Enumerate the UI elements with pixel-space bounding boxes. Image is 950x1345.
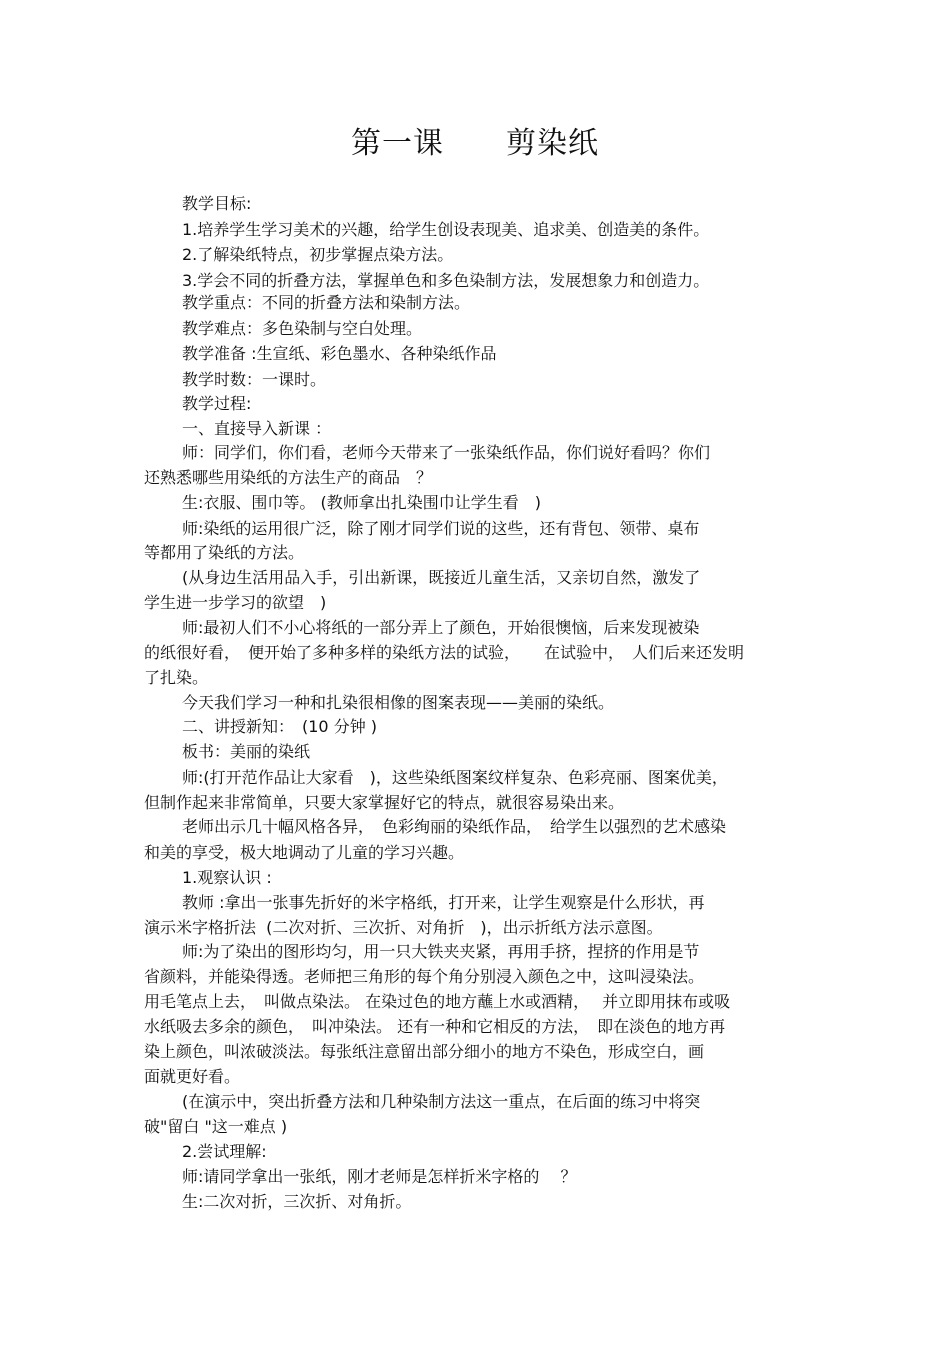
paragraph-line: 师:(打开范作品让大家看 )，这些染纸图案纹样复杂、色彩亮丽、图案优美， <box>182 768 728 787</box>
paragraph-line: 师:请同学拿出一张纸，刚才老师是怎样折米字格的 ？ <box>182 1167 577 1186</box>
paragraph-line: (在演示中，突出折叠方法和几种染制方法这一重点，在后面的练习中将突 <box>182 1092 701 1111</box>
paragraph-line: (从身边生活用品入手，引出新课，既接近儿童生活，又亲切自然，激发了 <box>182 568 701 587</box>
paragraph-line: 水纸吸去多余的颜色， 叫冲染法。 还有一种和它相反的方法， 即在淡色的地方再 <box>144 1017 726 1036</box>
paragraph-line: 教学目标: <box>182 194 252 213</box>
paragraph-line: 师：同学们，你们看，老师今天带来了一张染纸作品，你们说好看吗？你们 <box>182 443 711 462</box>
paragraph-line: 1.培养学生学习美术的兴趣，给学生创设表现美、追求美、创造美的条件。 <box>182 220 710 239</box>
paragraph-line: 教学准备 :生宣纸、彩色墨水、各种染纸作品 <box>182 344 497 363</box>
paragraph-line: 教学难点：多色染制与空白处理。 <box>182 319 423 338</box>
paragraph-line: 用毛笔点上去， 叫做点染法。 在染过色的地方蘸上水或酒精， 并立即用抹布或吸 <box>144 992 731 1011</box>
paragraph-line: 2.尝试理解: <box>182 1142 267 1161</box>
paragraph-line: 但制作起来非常简单，只要大家掌握好它的特点，就很容易染出来。 <box>144 793 625 812</box>
paragraph-line: 2.了解染纸特点，初步掌握点染方法。 <box>182 245 454 264</box>
paragraph-line: 和美的享受，极大地调动了儿童的学习兴趣。 <box>144 843 465 862</box>
paragraph-line: 教学重点：不同的折叠方法和染制方法。 <box>182 293 471 312</box>
paragraph-line: 板书：美丽的染纸 <box>182 742 311 761</box>
document-title: 第一课 剪染纸 <box>351 126 599 161</box>
paragraph-line: 生:二次对折，三次折、对角折。 <box>182 1192 412 1211</box>
paragraph-line: 师:最初人们不小心将纸的一部分弄上了颜色，开始很懊恼，后来发现被染 <box>182 618 700 637</box>
paragraph-line: 面就更好看。 <box>144 1067 241 1086</box>
paragraph-line: 教师 :拿出一张事先折好的米字格纸，打开来，让学生观察是什么形状，再 <box>182 893 705 912</box>
paragraph-line: 今天我们学习一种和扎染很相像的图案表现——美丽的染纸。 <box>182 693 615 712</box>
paragraph-line: 还熟悉哪些用染纸的方法生产的商品 ？ <box>144 468 433 487</box>
paragraph-line: 师:染纸的运用很广泛，除了刚才同学们说的这些，还有背包、领带、桌布 <box>182 519 700 538</box>
paragraph-line: 师:为了染出的图形均匀，用一只大铁夹夹紧，再用手挤，捏挤的作用是节 <box>182 942 700 961</box>
paragraph-line: 等都用了染纸的方法。 <box>144 543 305 562</box>
paragraph-line: 染上颜色，叫浓破淡法。每张纸注意留出部分细小的地方不染色，形成空白，画 <box>144 1042 705 1061</box>
paragraph-line: 3.学会不同的折叠方法，掌握单色和多色染制方法，发展想象力和创造力。 <box>182 271 710 290</box>
paragraph-line: 生:衣服、围巾等。 (教师拿出扎染围巾让学生看 ) <box>182 493 541 512</box>
paragraph-line: 省颜料，并能染得透。老师把三角形的每个角分别浸入颜色之中，这叫浸染法。 <box>144 967 705 986</box>
paragraph-line: 教学过程: <box>182 394 252 413</box>
paragraph-line: 演示米字格折法 (二次对折、三次折、对角折 )，出示折纸方法示意图。 <box>144 918 663 937</box>
paragraph-line: 二、讲授新知： (10 分钟 ) <box>182 717 378 736</box>
paragraph-line: 一、直接导入新课 ： <box>182 419 332 438</box>
paragraph-line: 破"留白 "这一难点 ) <box>144 1117 288 1136</box>
paragraph-line: 的纸很好看， 便开始了多种多样的染纸方法的试验， 在试验中， 人们后来还发明 <box>144 643 745 662</box>
paragraph-line: 1.观察认识 : <box>182 868 272 887</box>
paragraph-line: 老师出示几十幅风格各异， 色彩绚丽的染纸作品， 给学生以强烈的艺术感染 <box>182 817 727 836</box>
paragraph-line: 教学时数：一课时。 <box>182 370 327 389</box>
paragraph-line: 学生进一步学习的欲望 ) <box>144 593 327 612</box>
paragraph-line: 了扎染。 <box>144 668 209 687</box>
